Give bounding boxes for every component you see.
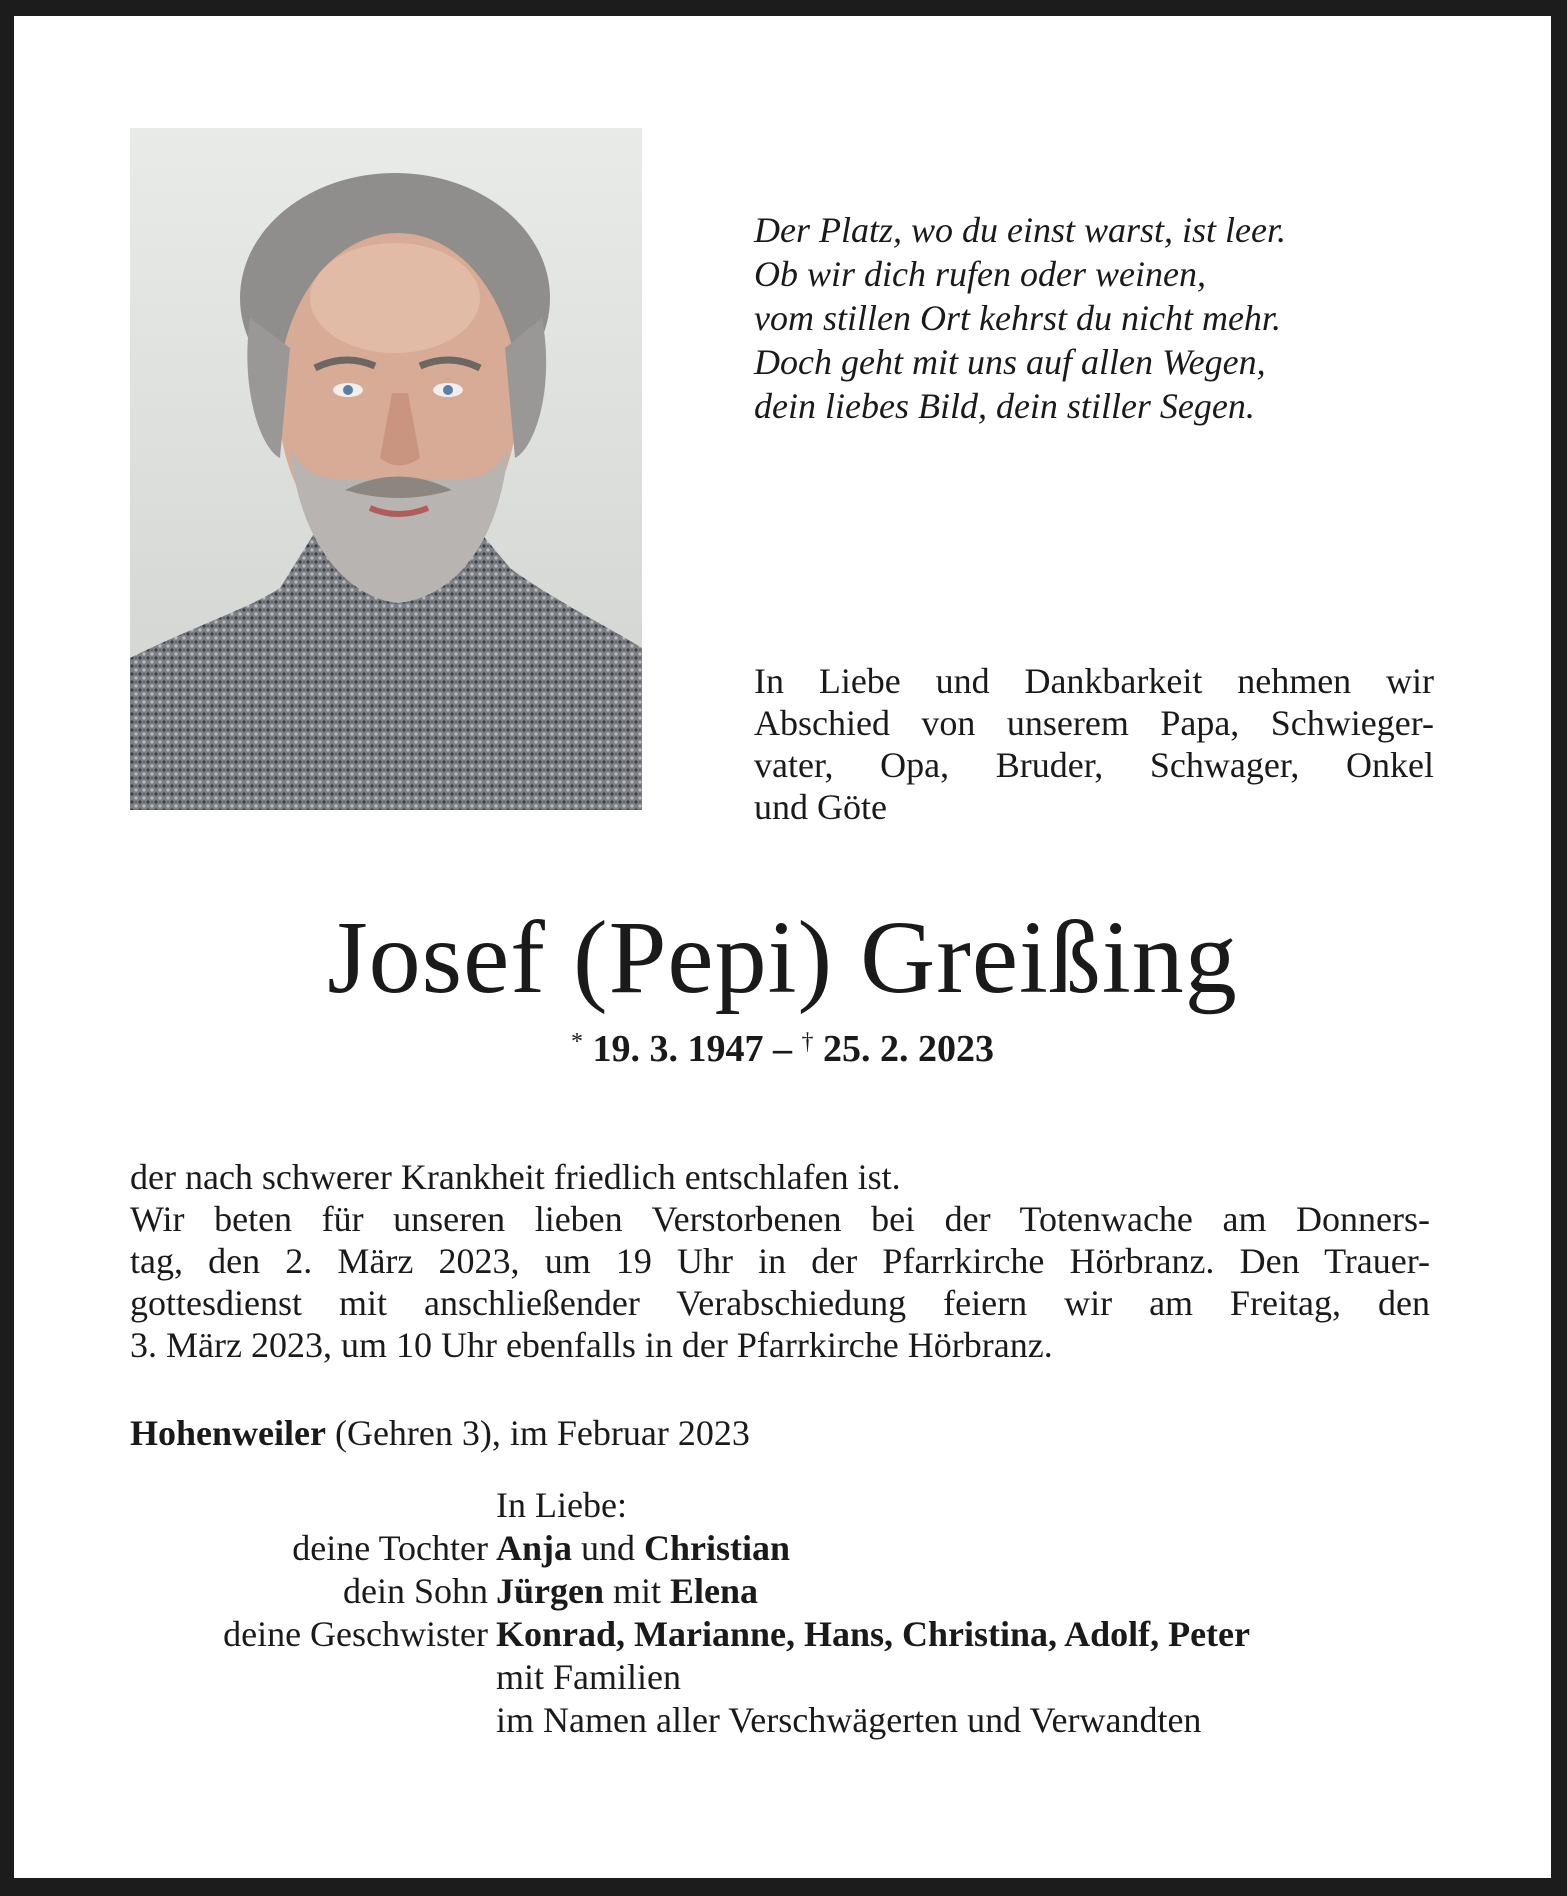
intro-line: In Liebe und Dankbarkeit nehmen wir xyxy=(754,661,1434,701)
deceased-name: Josef (Pepi) Greißing xyxy=(327,900,1238,1015)
intro-line: und Göte xyxy=(754,787,887,827)
poem-line: Ob wir dich rufen oder weinen, xyxy=(754,254,1206,294)
intro-line: vater, Opa, Bruder, Schwager, Onkel xyxy=(754,745,1434,785)
joiner: mit xyxy=(613,1571,662,1611)
mourner-name: Anja xyxy=(496,1528,573,1568)
obituary-page xyxy=(14,16,1551,1878)
poem-line: vom stillen Ort kehrst du nicht mehr. xyxy=(754,298,1281,338)
place-and-date xyxy=(130,1412,1430,1454)
announcement-line: der nach schwerer Krankheit friedlich entschlafen ist. xyxy=(130,1157,901,1197)
death-symbol: † xyxy=(801,1029,814,1055)
portrait-illustration xyxy=(130,128,642,810)
families-note: mit Familien xyxy=(496,1657,681,1697)
relation-label: deine Geschwister xyxy=(223,1614,488,1654)
town-name: Hohenweiler xyxy=(130,1413,326,1453)
relation-label: dein Sohn xyxy=(342,1571,488,1611)
announcement-line: Wir beten für unseren lieben Verstorbenen bei der Totenwache am Donners- xyxy=(130,1199,1430,1239)
intro-line: Abschied von unserem Papa, Schwieger- xyxy=(754,703,1434,743)
mourners-heading: In Liebe: xyxy=(496,1485,627,1525)
birth-symbol: * xyxy=(571,1029,583,1055)
announcement-line: gottesdienst mit anschließender Verabschiedung feiern wir am Freitag, den xyxy=(130,1283,1430,1323)
life-dates xyxy=(14,1020,1551,1071)
mourner-names: Konrad, Marianne, Hans, Christina, Adolf, Peter xyxy=(496,1614,1250,1654)
announcement-text xyxy=(130,1156,1430,1366)
date-separator: – xyxy=(773,1028,792,1070)
relatives-note: im Namen aller Verschwägerten und Verwandten xyxy=(496,1700,1202,1740)
poem xyxy=(754,208,1434,428)
mourner-name: Jürgen xyxy=(496,1571,604,1611)
mourner-row-daughter xyxy=(130,1527,1430,1570)
relation-label: deine Tochter xyxy=(292,1528,488,1568)
joiner: und xyxy=(581,1528,636,1568)
mourners-list xyxy=(130,1484,1430,1742)
announcement-line: 3. März 2023, um 10 Uhr ebenfalls in der Pfarrkirche Hörbranz. xyxy=(130,1325,1053,1365)
mourner-name: Elena xyxy=(670,1571,759,1611)
announcement-line: tag, den 2. März 2023, um 19 Uhr in der Pfarrkirche Hörbranz. Den Trauer- xyxy=(130,1241,1430,1281)
address-and-date: (Gehren 3), im Februar 2023 xyxy=(334,1413,750,1453)
poem-line: Doch geht mit uns auf allen Wegen, xyxy=(754,342,1266,382)
intro-paragraph xyxy=(754,660,1434,828)
mourner-row-son xyxy=(130,1570,1430,1613)
poem-line: dein liebes Bild, dein stiller Segen. xyxy=(754,386,1255,426)
death-date: 25. 2. 2023 xyxy=(823,1028,994,1070)
birth-date: 19. 3. 1947 xyxy=(592,1028,764,1070)
portrait-photo xyxy=(130,128,642,810)
mourner-row-siblings xyxy=(130,1613,1430,1656)
mourner-name: Christian xyxy=(644,1528,791,1568)
poem-line: Der Platz, wo du einst warst, ist leer. xyxy=(754,210,1287,250)
